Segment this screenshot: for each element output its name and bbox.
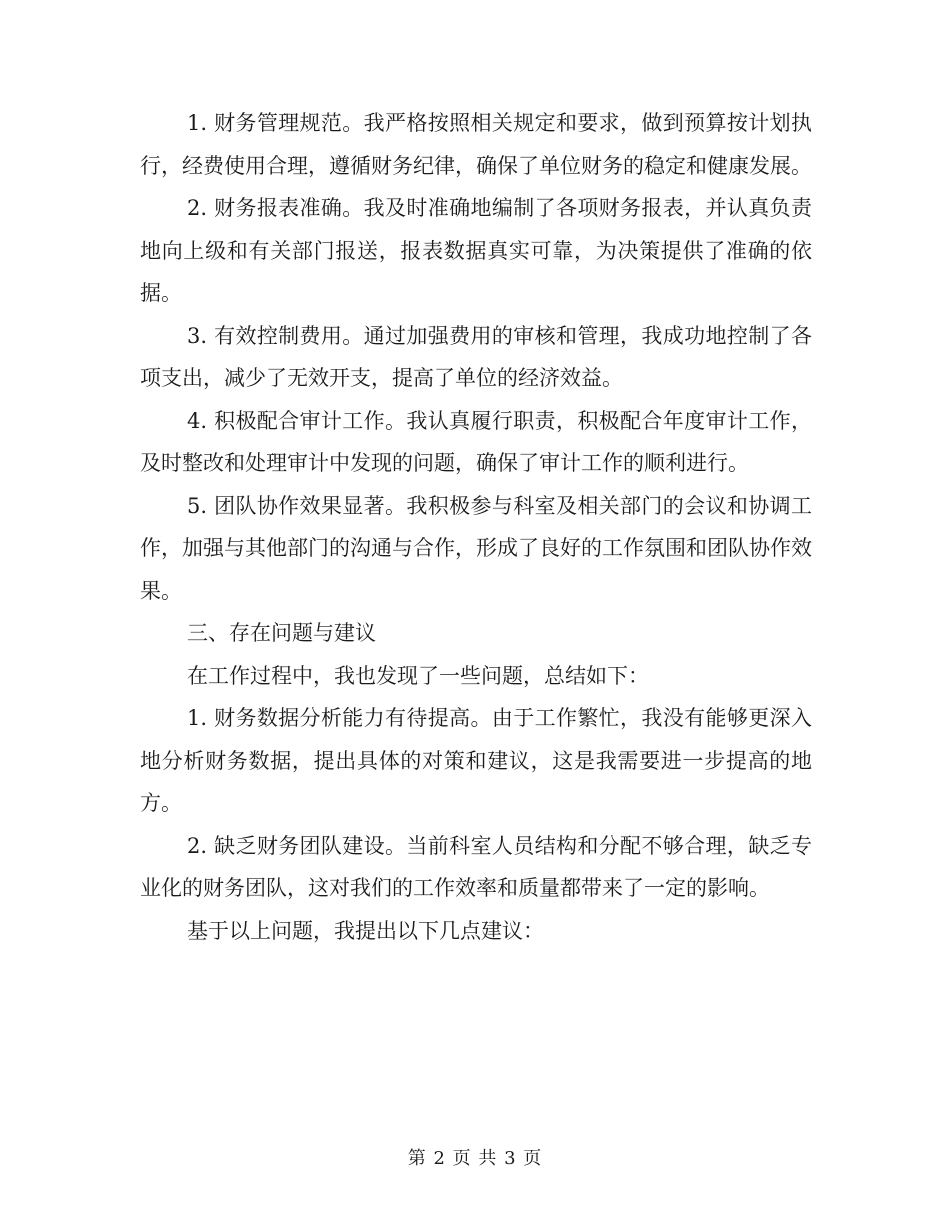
paragraph-financial-reports: 2. 财务报表准确。我及时准确地编制了各项财务报表，并认真负责地向上级和有关部门报送，报表数据真实可靠，为决策提供了准确的依据。 xyxy=(140,196,812,305)
paragraph-suggestions-intro: 基于以上问题，我提出以下几点建议： xyxy=(187,918,544,943)
paragraph-finance-standards: 1. 财务管理规范。我严格按照相关规定和要求，做到预算按计划执行，经费使用合理，遵循财务纪律，确保了单位财务的稳定和健康发展。 xyxy=(140,111,812,178)
document-body xyxy=(140,102,812,952)
paragraph-audit-cooperation: 4. 积极配合审计工作。我认真履行职责，积极配合年度审计工作，及时整改和处理审计中发现的问题，确保了审计工作的顺利进行。 xyxy=(140,408,812,475)
paragraph-teamwork: 5. 团队协作效果显著。我积极参与科室及相关部门的会议和协调工作，加强与其他部门的沟通与合作，形成了良好的工作氛围和团队协作效果。 xyxy=(140,493,812,603)
paragraph-cost-control: 3. 有效控制费用。通过加强费用的审核和管理，我成功地控制了各项支出，减少了无效开支，提高了单位的经济效益。 xyxy=(140,323,812,390)
section-heading-problems: 三、存在问题与建议 xyxy=(187,621,376,645)
page-number-footer: 第 2 页 共 3 页 xyxy=(407,1148,543,1169)
paragraph-problem-analysis: 1. 财务数据分析能力有待提高。由于工作繁忙，我没有能够更深入地分析财务数据，提出具体的对策和建议，这是我需要进一步提高的地方。 xyxy=(140,706,812,815)
paragraph-problem-team: 2. 缺乏财务团队建设。当前科室人员结构和分配不够合理，缺乏专业化的财务团队，这对我们的工作效率和质量都带来了一定的影响。 xyxy=(140,833,812,900)
paragraph-problems-intro: 在工作过程中，我也发现了一些问题，总结如下： xyxy=(187,663,649,688)
